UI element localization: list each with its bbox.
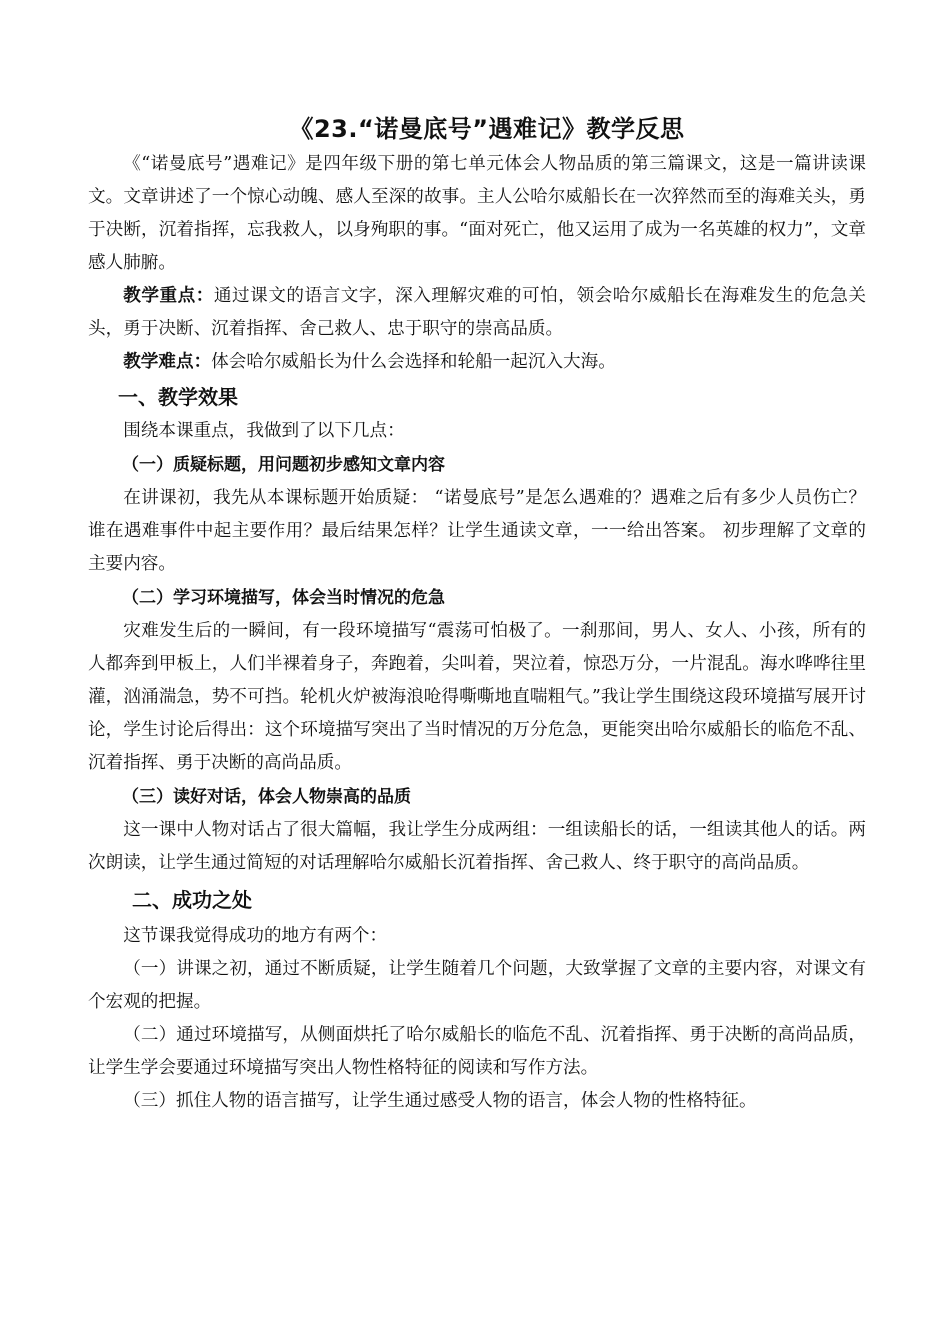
section2-item2: （二）通过环境描写，从侧面烘托了哈尔威船长的临危不乱、沉着指挥、勇于决断的高尚品质，让学生学会要通过环境描写突出人物性格特征的阅读和写作方法。 [88, 1025, 866, 1078]
section2-item3: （三）抓住人物的语言描写，让学生通过感受人物的语言，体会人物的性格特征。 [123, 1091, 757, 1111]
section1-item1-body: 在讲课初，我先从本课标题开始质疑： “诺曼底号”是怎么遇难的？遇难之后有多少人员伤亡？谁在遇难事件中起主要作用？最后结果怎样？让学生通读文章，一一给出答案。 初步理解了文章的主要内容。 [88, 488, 866, 574]
section1-item2-heading: （二）学习环境描写，体会当时情况的危急 [122, 588, 445, 608]
key-point-paragraph [88, 280, 866, 346]
section1-item1-heading: （一）质疑标题，用问题初步感知文章内容 [122, 455, 445, 475]
section2-item1: （一）讲课之初，通过不断质疑，让学生随着几个问题，大致掌握了文章的主要内容，对课文有个宏观的把握。 [88, 959, 866, 1012]
difficult-point-paragraph [88, 346, 866, 379]
section2-intro: 这节课我觉得成功的地方有两个： [123, 926, 388, 946]
document-title: 《23.“诺曼底号”遇难记》教学反思 [289, 115, 685, 143]
intro-paragraph: 《“诺曼底号”遇难记》是四年级下册的第七单元体会人物品质的第三篇课文，这是一篇讲读课文。文章讲述了一个惊心动魄、感人至深的故事。主人公哈尔威船长在一次猝然而至的海难关头，勇于决断，沉着指挥，忘我救人，以身殉职的事。“面对死亡，他又运用了成为一名英雄的权力”，文章感人肺腑。 [88, 154, 866, 273]
section1-heading: 一、教学效果 [118, 385, 238, 409]
section1-intro: 围绕本课重点，我做到了以下几点： [123, 421, 405, 441]
section1-item3-heading: （三）读好对话，体会人物崇高的品质 [122, 787, 411, 807]
difficult-point-label: 教学难点： [123, 352, 212, 372]
section1-item3-body: 这一课中人物对话占了很大篇幅，我让学生分成两组：一组读船长的话，一组读其他人的话。两次朗读，让学生通过简短的对话理解哈尔威船长沉着指挥、舍己救人、终于职守的高尚品质。 [88, 820, 866, 873]
key-point-text: 通过课文的语言文字，深入理解灾难的可怕，领会哈尔威船长在海难发生的危急关头，勇于决断、沉着指挥、舍己救人、忠于职守的崇高品质。 [88, 286, 866, 339]
section1-item2-body: 灾难发生后的一瞬间，有一段环境描写“震荡可怕极了。一刹那间，男人、女人、小孩，所有的人都奔到甲板上，人们半裸着身子，奔跑着，尖叫着，哭泣着，惊恐万分，一片混乱。海水哗哗往里灌，汹涌湍急，势不可挡。轮机火炉被海浪呛得嘶嘶地直喘粗气。”我让学生围绕这段环境描写展开讨论，学生讨论后得出：这个环境描写突出了当时情况的万分危急，更能突出哈尔威船长的临危不乱、沉着指挥、勇于决断的高尚品质。 [88, 621, 866, 773]
section2-heading: 二、成功之处 [132, 888, 252, 912]
key-point-label: 教学重点： [123, 286, 214, 306]
document-page [88, 112, 866, 1118]
difficult-point-text: 体会哈尔威船长为什么会选择和轮船一起沉入大海。 [211, 352, 616, 372]
